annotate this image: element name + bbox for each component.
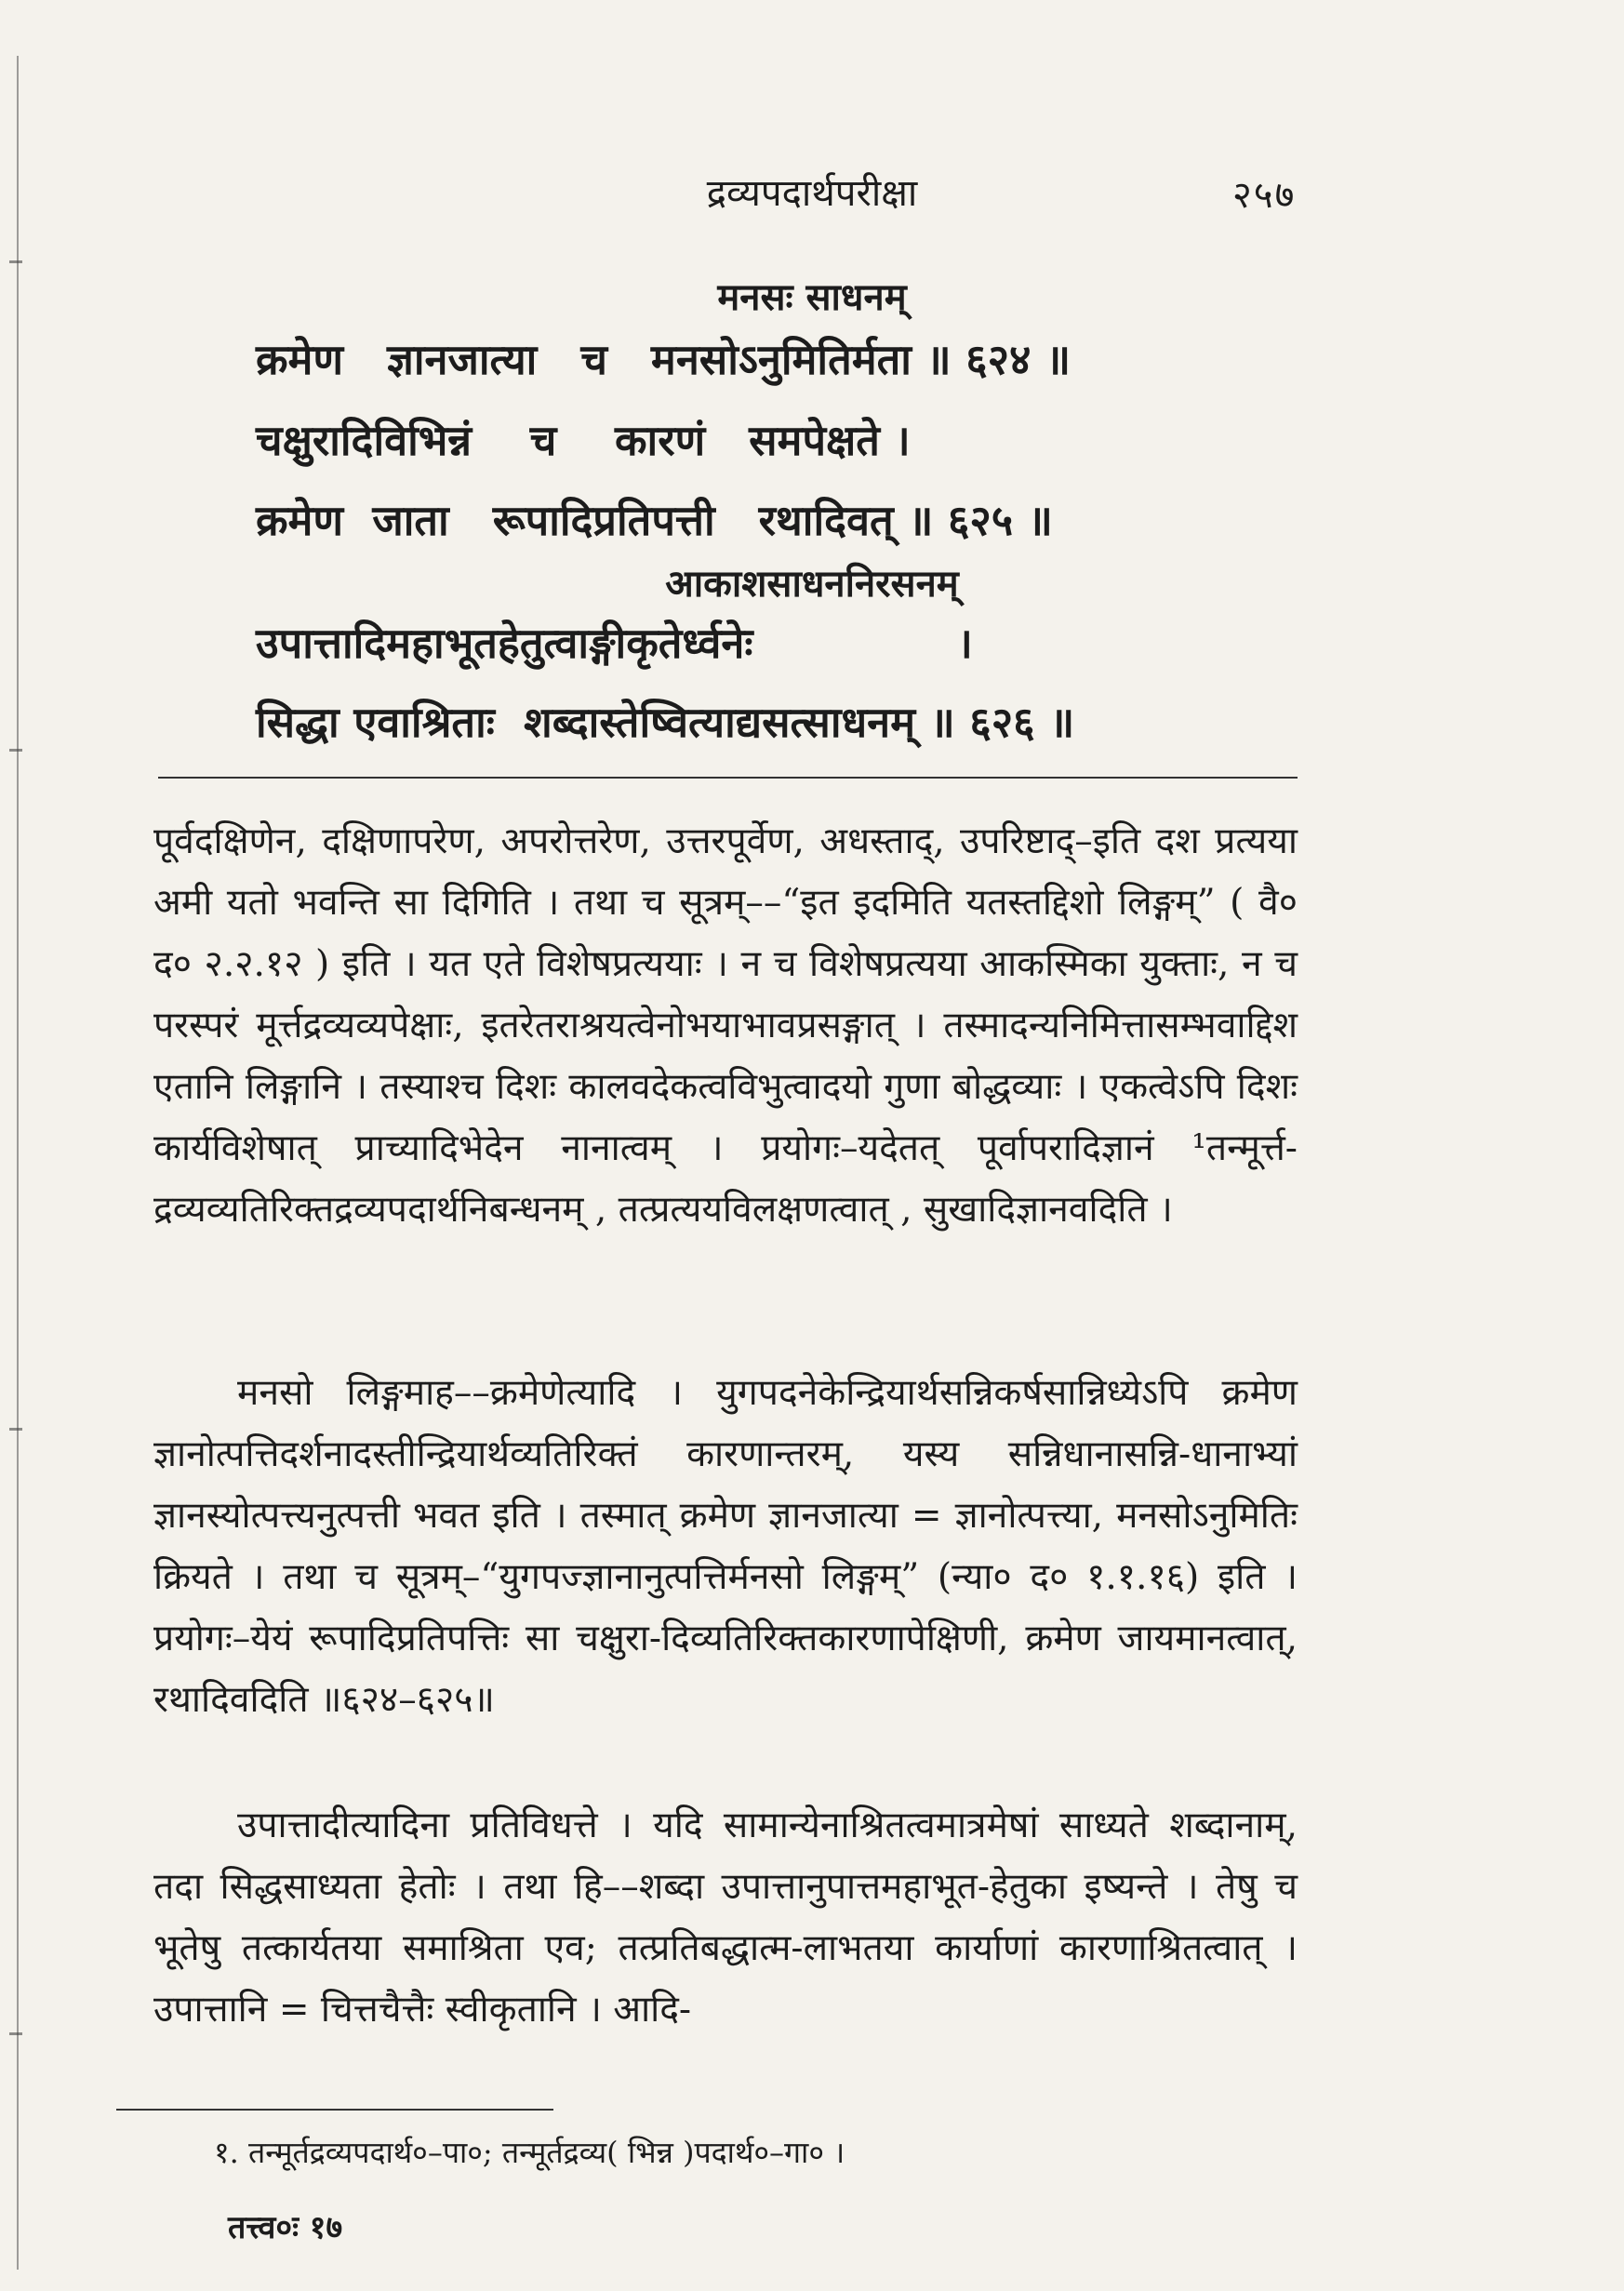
commentary-text: पूर्वदक्षिणेन, दक्षिणापरेण, अपरोत्तरेण, उत्तरपूर्वेण, अधस्ताद्, उपरिष्टाद्–इति दश प्रत्यया अमी यतो भवन्ति सा दिगिति । तथा च सूत्रम्––“इत इदमिति यतस्तद्दिशो लिङ्गम्” ( वै० द० २.२.१२ ) इति । यत एते विशेषप्रत्ययाः । न च विशेषप्रत्यया आकस्मिका युक्ताः, न च परस्परं मूर्त्तद्रव्यव्यपेक्षाः, इतरेतराश्रयत्वेनोभयाभावप्रसङ्गात् । तस्मादन्यनिमित्तासम्भवाद्दिश एतानि लिङ्गानि । तस्याश्च दिशः कालवदेकत्वविभुत्वादयो गुणा बोद्धव्याः । एकत्वेऽपि दिशः कार्यविशेषात् प्राच्यादिभेदेन नानात्वम् । प्रयोगः–यदेतत् पूर्वापरादिज्ञानं ¹तन्मूर्त्त-द्रव्यव्यतिरिक्तद्रव्यपदार्थनिबन्धनम् , तत्प्रत्ययविलक्षणत्वात् , सुखादिज्ञानवदिति । bbox=[153, 820, 1298, 1231]
binding-mark bbox=[9, 749, 22, 752]
verse-line: क्रमेण ज्ञानजात्या च मनसोऽनुमितिर्मता ॥ ६२४ ॥ bbox=[256, 335, 1072, 384]
signature-mark: तत्त्व०ः १७ bbox=[228, 2209, 343, 2246]
binding-edge bbox=[17, 56, 19, 2270]
binding-mark bbox=[9, 1428, 22, 1431]
footnote: १. तन्मूर्तद्रव्यपदार्थ०–पा०; तन्मूर्तद्रव्य( भिन्न )पदार्थ०–गा० । bbox=[214, 2135, 845, 2170]
commentary-paragraph bbox=[153, 811, 1298, 1241]
binding-mark bbox=[9, 260, 22, 263]
verse-line: उपात्तादिमहाभूतहेतुत्वाङ्गीकृतेर्ध्वनेः । bbox=[256, 619, 973, 668]
page-number: २५७ bbox=[1232, 174, 1297, 217]
verse-line: चक्षुरादिविभिन्नं च कारणं समपेक्षते । bbox=[256, 416, 911, 465]
verse-line: सिद्धा एवाश्रिताः शब्दास्तेष्वित्याद्यसत्साधनम् ॥ ६२६ ॥ bbox=[256, 698, 1075, 747]
verse-heading: मनसः साधनम् bbox=[717, 275, 907, 319]
commentary-text: मनसो लिङ्गमाह––क्रमेणेत्यादि । युगपदनेकेन्द्रियार्थसन्निकर्षसान्निध्येऽपि क्रमेण ज्ञानोत्पत्तिदर्शनादस्तीन्द्रियार्थव्यतिरिक्तं कारणान्तरम्, यस्य सन्निधानासन्नि-धानाभ्यां ज्ञानस्योत्पत्त्यनुत्पत्ती भवत इति । तस्मात् क्रमेण ज्ञानजात्या = ज्ञानोत्पत्त्या, मनसोऽनुमितिः क्रियते । तथा च सूत्रम्–“युगपज्ज्ञानानुत्पत्तिर्मनसो लिङ्गम्” (न्या० द० १.१.१६) इति । प्रयोगः–येयं रूपादिप्रतिपत्तिः सा चक्षुरा-दिव्यतिरिक्तकारणापेक्षिणी, क्रमेण जायमानत्वात्, रथादिवदिति ॥६२४–६२५॥ bbox=[153, 1372, 1298, 1721]
binding-mark bbox=[9, 2032, 22, 2035]
running-header: द्रव्यपदार्थपरीक्षा bbox=[706, 172, 918, 215]
section-divider bbox=[158, 777, 1298, 779]
footnote-divider bbox=[116, 2109, 553, 2111]
commentary-text: उपात्तादीत्यादिना प्रतिविधत्ते । यदि सामान्येनाश्रितत्वमात्रमेषां साध्यते शब्दानाम्, तदा सिद्धसाध्यता हेतोः । तथा हि––शब्दा उपात्तानुपात्तमहाभूत-हेतुका इष्यन्ते । तेषु च भूतेषु तत्कार्यतया समाश्रिता एव; तत्प्रतिबद्धात्म-लाभतया कार्याणां कारणाश्रितत्वात् । उपात्तानि = चित्तचैत्तैः स्वीकृतानि । आदि- bbox=[153, 1805, 1298, 2031]
commentary-paragraph bbox=[153, 1795, 1298, 2041]
verse-line: क्रमेण जाता रूपादिप्रतिपत्ती रथादिवत् ॥ ६२५ ॥ bbox=[256, 496, 1053, 545]
commentary-paragraph bbox=[153, 1363, 1298, 1731]
verse-heading: आकाशसाधननिरसनम् bbox=[665, 562, 959, 606]
